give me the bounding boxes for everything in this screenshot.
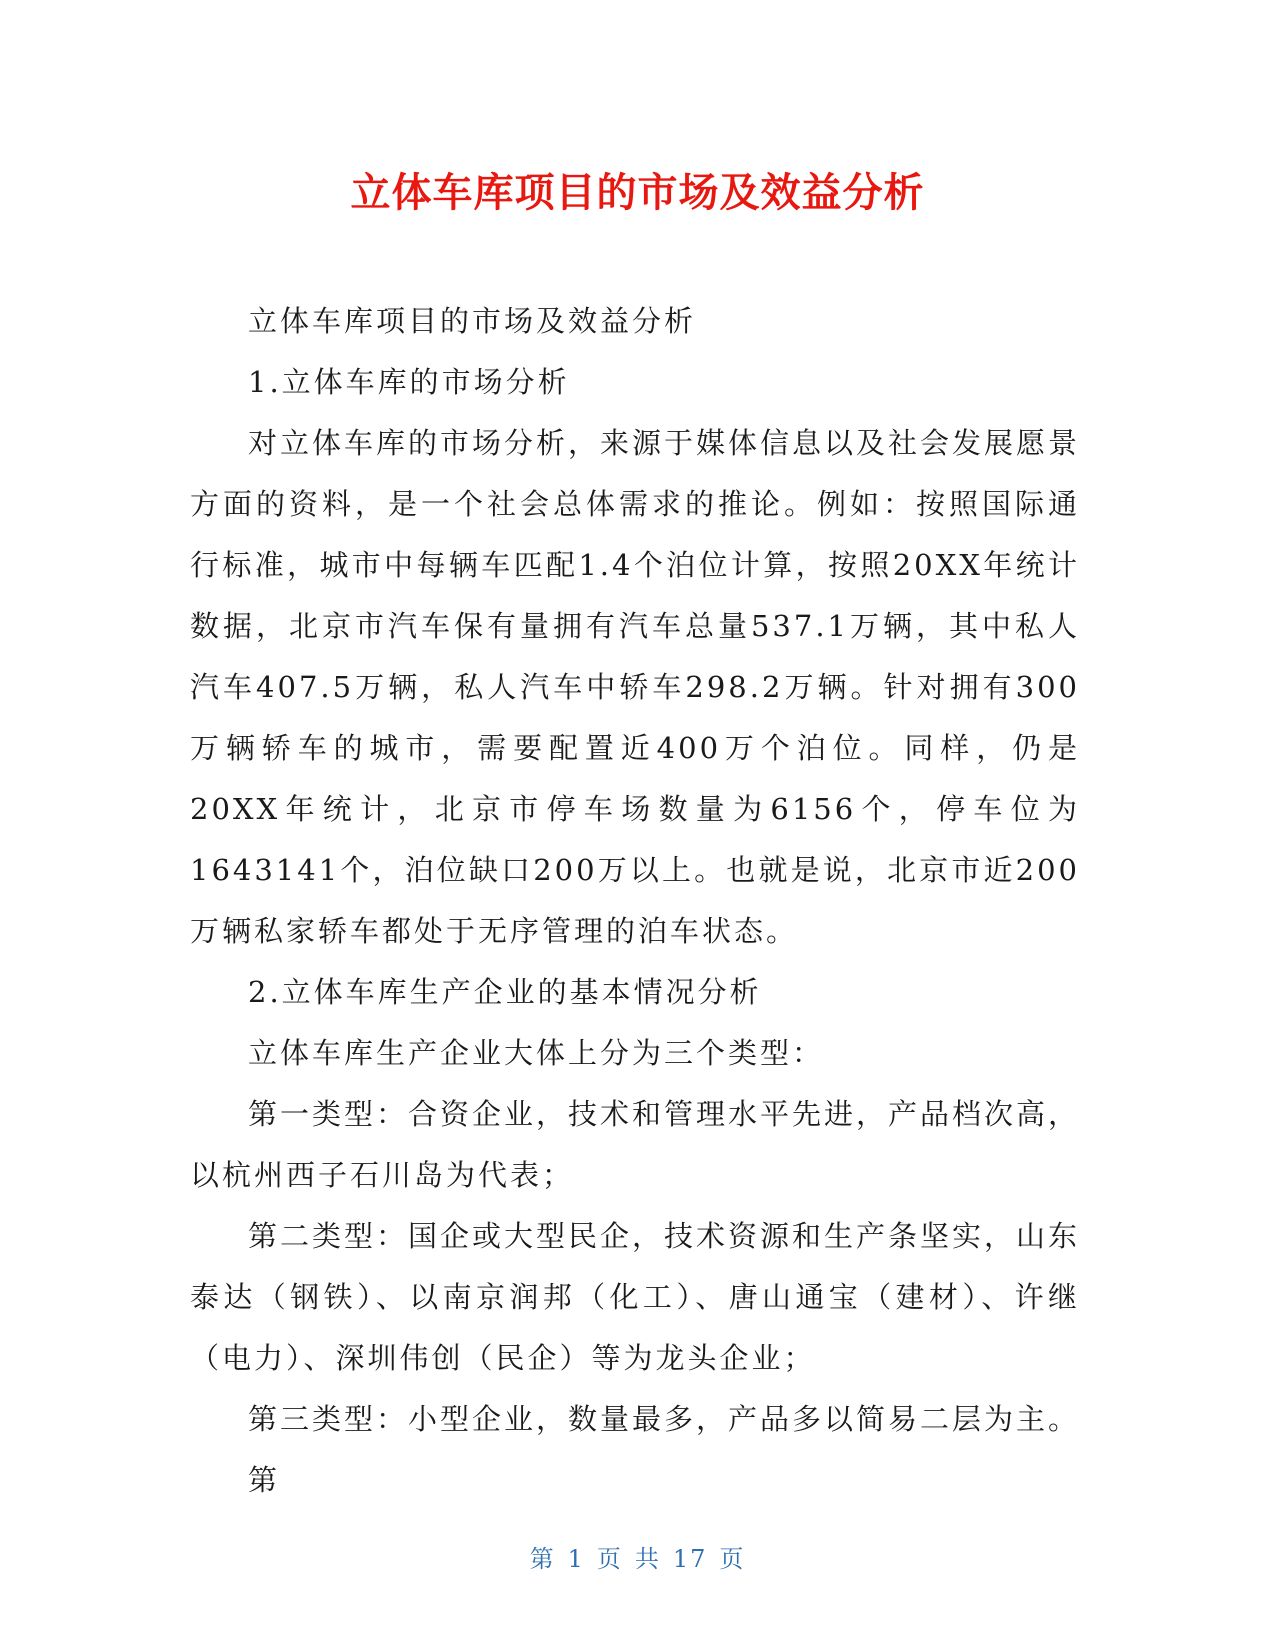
paragraph-continued: 第 xyxy=(248,1463,281,1497)
footer-current-page: 1 xyxy=(567,1545,585,1573)
document-body xyxy=(190,291,1080,1511)
paragraph-enterprise-types: 立体车库生产企业大体上分为三个类型： xyxy=(248,1036,825,1070)
footer-total-unit: 页 xyxy=(719,1545,746,1573)
footer-page-unit: 页 xyxy=(596,1545,623,1573)
paragraph-heading: 立体车库项目的市场及效益分析 xyxy=(248,304,697,338)
paragraph-type-three: 第三类型：小型企业，数量最多，产品多以简易二层为主。 xyxy=(248,1402,1081,1436)
footer-prefix: 第 xyxy=(529,1545,556,1573)
paragraph-market-analysis: 对立体车库的市场分析，来源于媒体信息以及社会发展愿景方面的资料，是一个社会总体需求的推论。例如：按照国际通行标准，城市中每辆车匹配1.4个泊位计算，按照20XX年统计数据，北京市汽车保有量拥有汽车总量537.1万辆，其中私人汽车407.5万辆，私人汽车中轿车298.2万辆。针对拥有300万辆轿车的城市，需要配置近400万个泊位。同样，仍是20XX年统计，北京市停车场数量为6156个，停车位为1643141个，泊位缺口200万以上。也就是说，北京市近200万辆私家轿车都处于无序管理的泊车状态。 xyxy=(190,426,1081,948)
section-heading-1: 1.立体车库的市场分析 xyxy=(248,365,570,399)
paragraph-type-one: 第一类型：合资企业，技术和管理水平先进，产品档次高，以杭州西子石川岛为代表； xyxy=(190,1097,1081,1192)
footer-total-pages: 17 xyxy=(672,1545,708,1573)
page-footer xyxy=(0,1543,1275,1575)
paragraph-type-two: 第二类型：国企或大型民企，技术资源和生产条坚实，山东泰达（钢铁）、以南京润邦（化工）、唐山通宝（建材）、许继（电力）、深圳伟创（民企）等为龙头企业； xyxy=(190,1219,1081,1375)
section-heading-2: 2.立体车库生产企业的基本情况分析 xyxy=(248,975,762,1009)
footer-total-label: 共 xyxy=(634,1545,661,1573)
document-title: 立体车库项目的市场及效益分析 xyxy=(350,170,925,216)
